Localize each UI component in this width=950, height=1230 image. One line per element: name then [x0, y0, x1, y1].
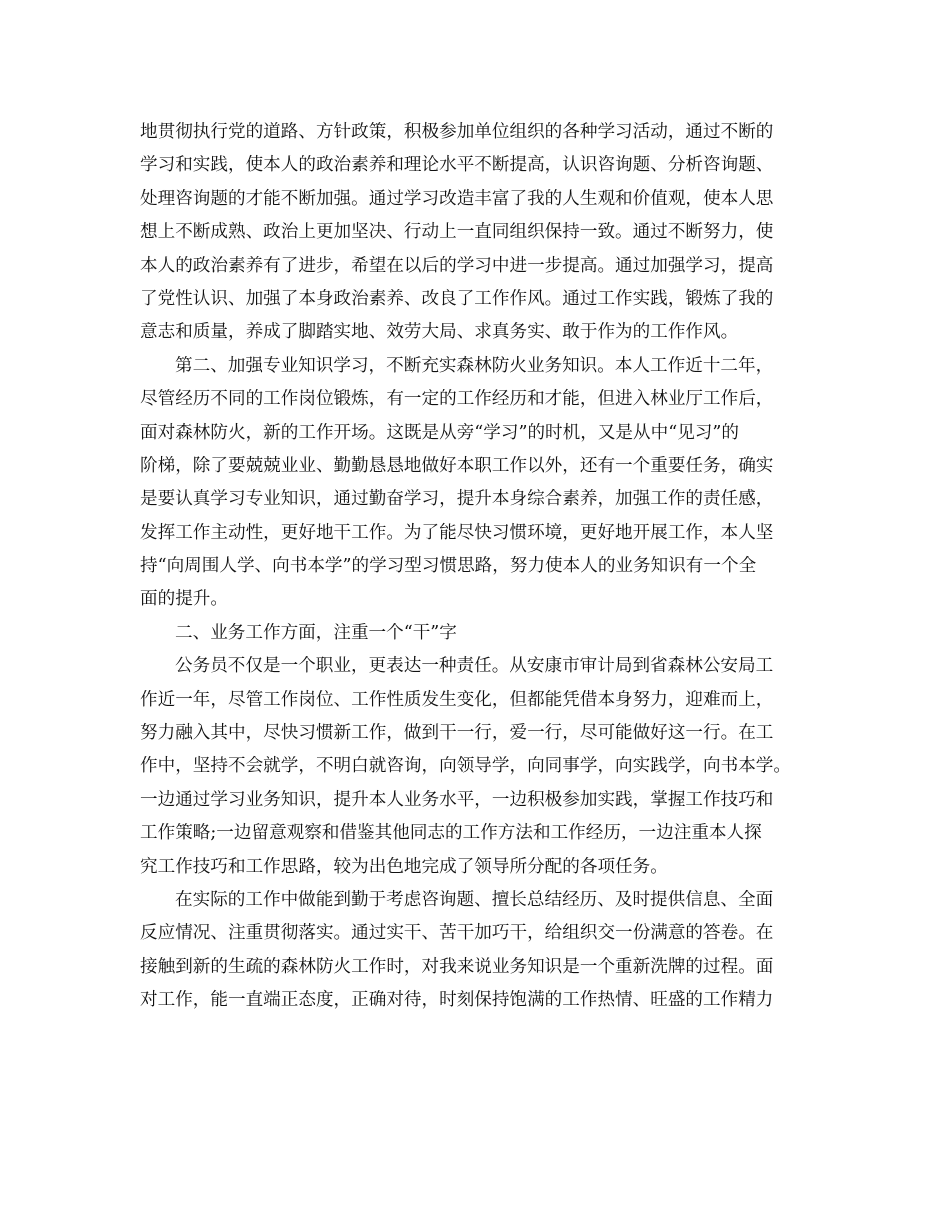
text-line: 面对森林防火，新的工作开场。这既是从旁“学习”的时机，又是从中“见习”的	[140, 422, 739, 443]
text-line: 在实际的工作中做能到勤于考虑咨询题、擅长总结经历、及时提供信息、全面	[175, 889, 774, 910]
body-text	[140, 116, 820, 1018]
text-line: 公务员不仅是一个职业，更表达一种责任。从安康市审计局到省森林公安局工	[175, 656, 774, 677]
text-line: 对工作，能一直端正态度，正确对待，时刻保持饱满的工作热情、旺盛的工作精力	[140, 990, 774, 1011]
text-line: 意志和质量，养成了脚踏实地、效劳大局、求真务实、敢于作为的工作作风。	[140, 322, 739, 343]
text-line: 二、业务工作方面，注重一个“干”字	[175, 622, 457, 643]
text-line: 持“向周围人学、向书本学”的学习型习惯思路，努力使本人的业务知识有一个全	[140, 556, 757, 577]
text-line: 了党性认识、加强了本身政治素养、改良了工作作风。通过工作实践，锻炼了我的	[140, 288, 774, 309]
text-line: 想上不断成熟、政治上更加坚决、行动上一直同组织保持一致。通过不断努力，使	[140, 222, 774, 243]
text-line: 作近一年，尽管工作岗位、工作性质发生变化，但都能凭借本身努力，迎难而上，	[140, 689, 774, 710]
text-line: 学习和实践，使本人的政治素养和理论水平不断提高，认识咨询题、分析咨询题、	[140, 155, 774, 176]
text-line: 一边通过学习业务知识，提升本人业务水平，一边积极参加实践，掌握工作技巧和	[140, 789, 774, 810]
text-line: 尽管经历不同的工作岗位锻炼，有一定的工作经历和才能，但进入林业厅工作后，	[140, 389, 774, 410]
text-line: 发挥工作主动性，更好地干工作。为了能尽快习惯环境，更好地开展工作，本人坚	[140, 522, 774, 543]
text-line: 面的提升。	[140, 589, 228, 610]
text-line: 本人的政治素养有了进步，希望在以后的学习中进一步提高。通过加强学习，提高	[140, 255, 774, 276]
text-line: 作中，坚持不会就学，不明白就咨询，向领导学，向同事学，向实践学，向书本学。	[140, 756, 791, 777]
text-line: 接触到新的生疏的森林防火工作时，对我来说业务知识是一个重新洗牌的过程。面	[140, 956, 774, 977]
text-line: 是要认真学习专业知识，通过勤奋学习，提升本身综合素养，加强工作的责任感，	[140, 489, 774, 510]
text-line: 处理咨询题的才能不断加强。通过学习改造丰富了我的人生观和价值观，使本人思	[140, 188, 774, 209]
text-line: 努力融入其中，尽快习惯新工作，做到干一行，爱一行，尽可能做好这一行。在工	[140, 723, 774, 744]
text-line: 反应情况、注重贯彻落实。通过实干、苦干加巧干，给组织交一份满意的答卷。在	[140, 923, 774, 944]
text-line: 阶梯，除了要兢兢业业、勤勤恳恳地做好本职工作以外，还有一个重要任务，确实	[140, 455, 774, 476]
text-line: 工作策略;一边留意观察和借鉴其他同志的工作方法和工作经历，一边注重本人探	[140, 823, 762, 844]
text-line: 究工作技巧和工作思路，较为出色地完成了领导所分配的各项任务。	[140, 856, 668, 877]
text-line: 第二、加强专业知识学习，不断充实森林防火业务知识。本人工作近十二年，	[175, 355, 774, 376]
text-line: 地贯彻执行党的道路、方针政策，积极参加单位组织的各种学习活动，通过不断的	[140, 122, 774, 142]
